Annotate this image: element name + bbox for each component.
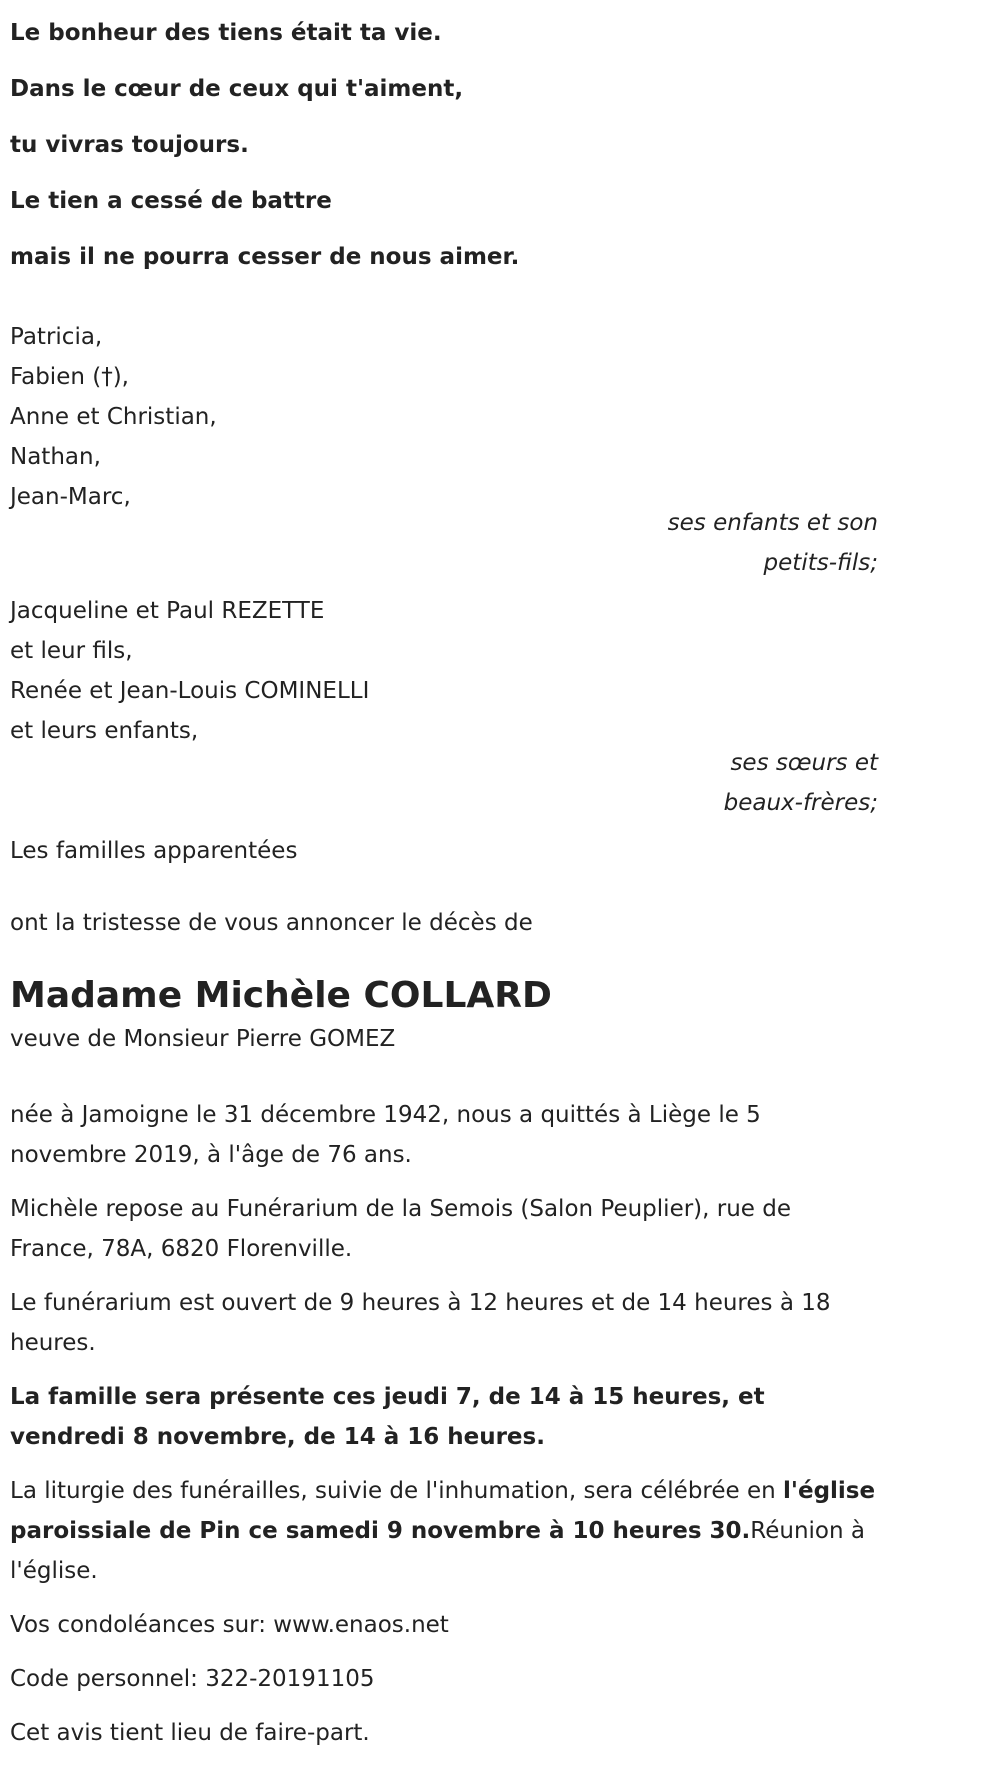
families-line: Les familles apparentées xyxy=(10,838,298,864)
poem-line: Le tien a cessé de battre xyxy=(10,188,332,214)
children-list xyxy=(10,317,878,583)
details xyxy=(10,1095,878,1753)
family-member: Jean-Marc, xyxy=(10,484,131,510)
liturgy-after: Réunion à l'église. xyxy=(10,1518,865,1584)
obituary-notice xyxy=(10,0,878,1767)
poem-line: Le bonheur des tiens était ta vie. xyxy=(10,20,442,46)
announcement: ont la tristesse de vous annoncer le décès de xyxy=(10,910,533,936)
birth-death-text: née à Jamoigne le 31 décembre 1942, nous a quittés à Liège le 5 novembre 2019, à l'âge de 76 ans. xyxy=(10,1102,761,1168)
liturgy-text xyxy=(10,1471,878,1591)
family-member: Anne et Christian, xyxy=(10,404,217,430)
poem-line: mais il ne pourra cesser de nous aimer. xyxy=(10,244,520,270)
family-member: Nathan, xyxy=(10,444,101,470)
liturgy-place: l'église paroissiale de Pin ce samedi 9 novembre à 10 heures 30. xyxy=(10,1478,876,1544)
liturgy-intro: La liturgie des funérailles, suivie de l'inhumation, sera célébrée en xyxy=(10,1478,784,1504)
family-member: Fabien (†), xyxy=(10,364,129,390)
poem-line: tu vivras toujours. xyxy=(10,132,249,158)
poem xyxy=(10,0,878,285)
opening-hours-text: Le funérarium est ouvert de 9 heures à 12 heures et de 14 heures à 18 heures. xyxy=(10,1290,831,1356)
siblings-relation: ses sœurs et beaux-frères; xyxy=(723,750,878,816)
personal-code-text: Code personnel: 322-20191105 xyxy=(10,1666,375,1692)
family-member: Patricia, xyxy=(10,324,103,350)
deceased-name: Madame Michèle COLLARD xyxy=(10,975,552,1016)
condolences-text: Vos condoléances sur: www.enaos.net xyxy=(10,1612,449,1638)
family-member: et leurs enfants, xyxy=(10,718,199,744)
children-relation: ses enfants et son petits-fils; xyxy=(667,510,878,576)
deceased-subtitle: veuve de Monsieur Pierre GOMEZ xyxy=(10,1026,396,1052)
rest-place-text: Michèle repose au Funérarium de la Semois (Salon Peuplier), rue de France, 78A, 6820 Florenville. xyxy=(10,1196,792,1262)
family-member: Jacqueline et Paul REZETTE xyxy=(10,598,325,624)
family-member: Renée et Jean-Louis COMINELLI xyxy=(10,678,370,704)
family-member: et leur fils, xyxy=(10,638,133,664)
family-presence-text: La famille sera présente ces jeudi 7, de 14 à 15 heures, et vendredi 8 novembre, de 14 à 16 heures. xyxy=(10,1384,765,1450)
siblings-list xyxy=(10,591,878,823)
poem-line: Dans le cœur de ceux qui t'aiment, xyxy=(10,76,464,102)
notice-note: Cet avis tient lieu de faire-part. xyxy=(10,1720,370,1746)
